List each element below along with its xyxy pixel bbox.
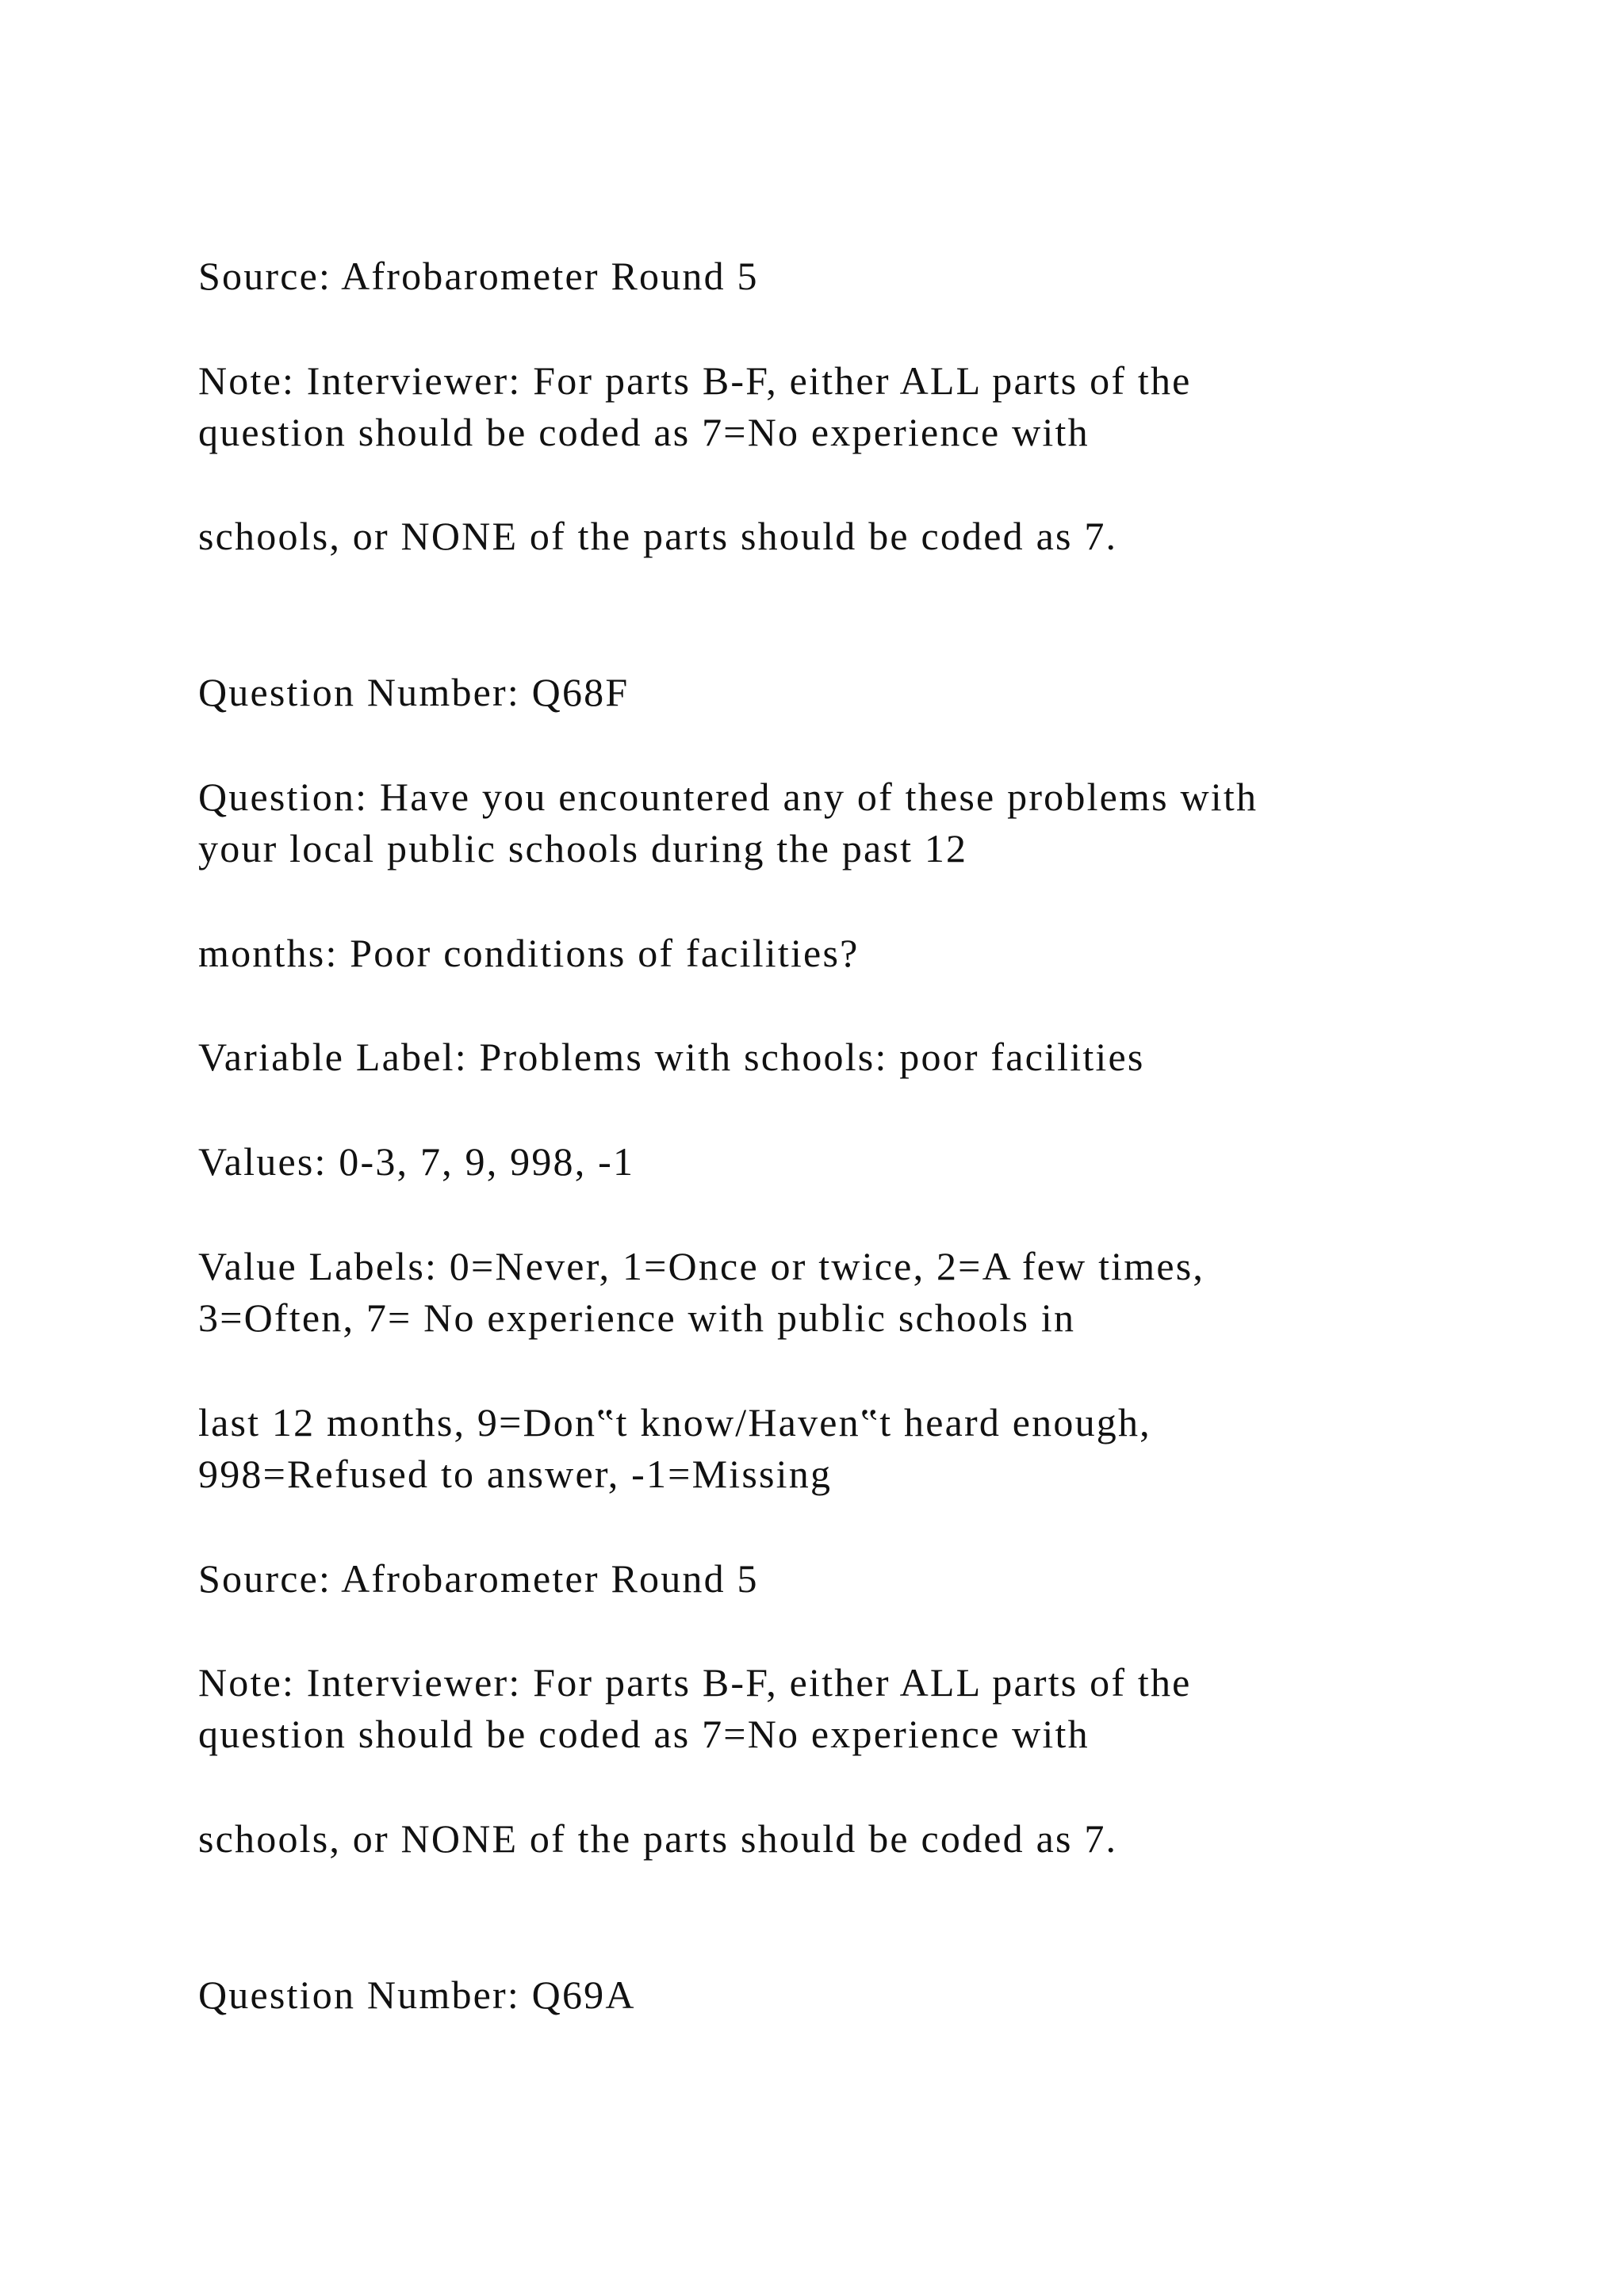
note-line-6: schools, or NONE of the parts should be coded as 7. [198,1816,1118,1861]
source-line: Source: Afrobarometer Round 5 [198,254,759,298]
value-labels-line-1: Value Labels: 0=Never, 1=Once or twice, 2=A few times, [198,1244,1205,1288]
note-line-3: schools, or NONE of the parts should be coded as 7. [198,514,1118,558]
source-line-2: Source: Afrobarometer Round 5 [198,1556,759,1601]
note-line-4: Note: Interviewer: For parts B-F, either ALL parts of the [198,1660,1192,1705]
question-line-2: your local public schools during the past 12 [198,826,968,871]
value-labels-line-2: 3=Often, 7= No experience with public schools in [198,1295,1076,1340]
value-labels-line-3: last 12 months, 9=Don‟t know/Haven‟t heard enough, [198,1400,1151,1445]
note-line-5: question should be coded as 7=No experience with [198,1712,1090,1756]
note-line-1: Note: Interviewer: For parts B-F, either ALL parts of the [198,358,1192,403]
question-line-3: months: Poor conditions of facilities? [198,931,860,975]
variable-label-line: Variable Label: Problems with schools: poor facilities [198,1035,1145,1079]
question-line-1: Question: Have you encountered any of these problems with [198,775,1258,819]
question-number-line: Question Number: Q68F [198,670,630,714]
note-line-2: question should be coded as 7=No experience with [198,410,1090,454]
question-number-line-2: Question Number: Q69A [198,1973,636,2017]
value-labels-line-4: 998=Refused to answer, -1=Missing [198,1452,833,1496]
values-line: Values: 0-3, 7, 9, 998, -1 [198,1139,635,1184]
